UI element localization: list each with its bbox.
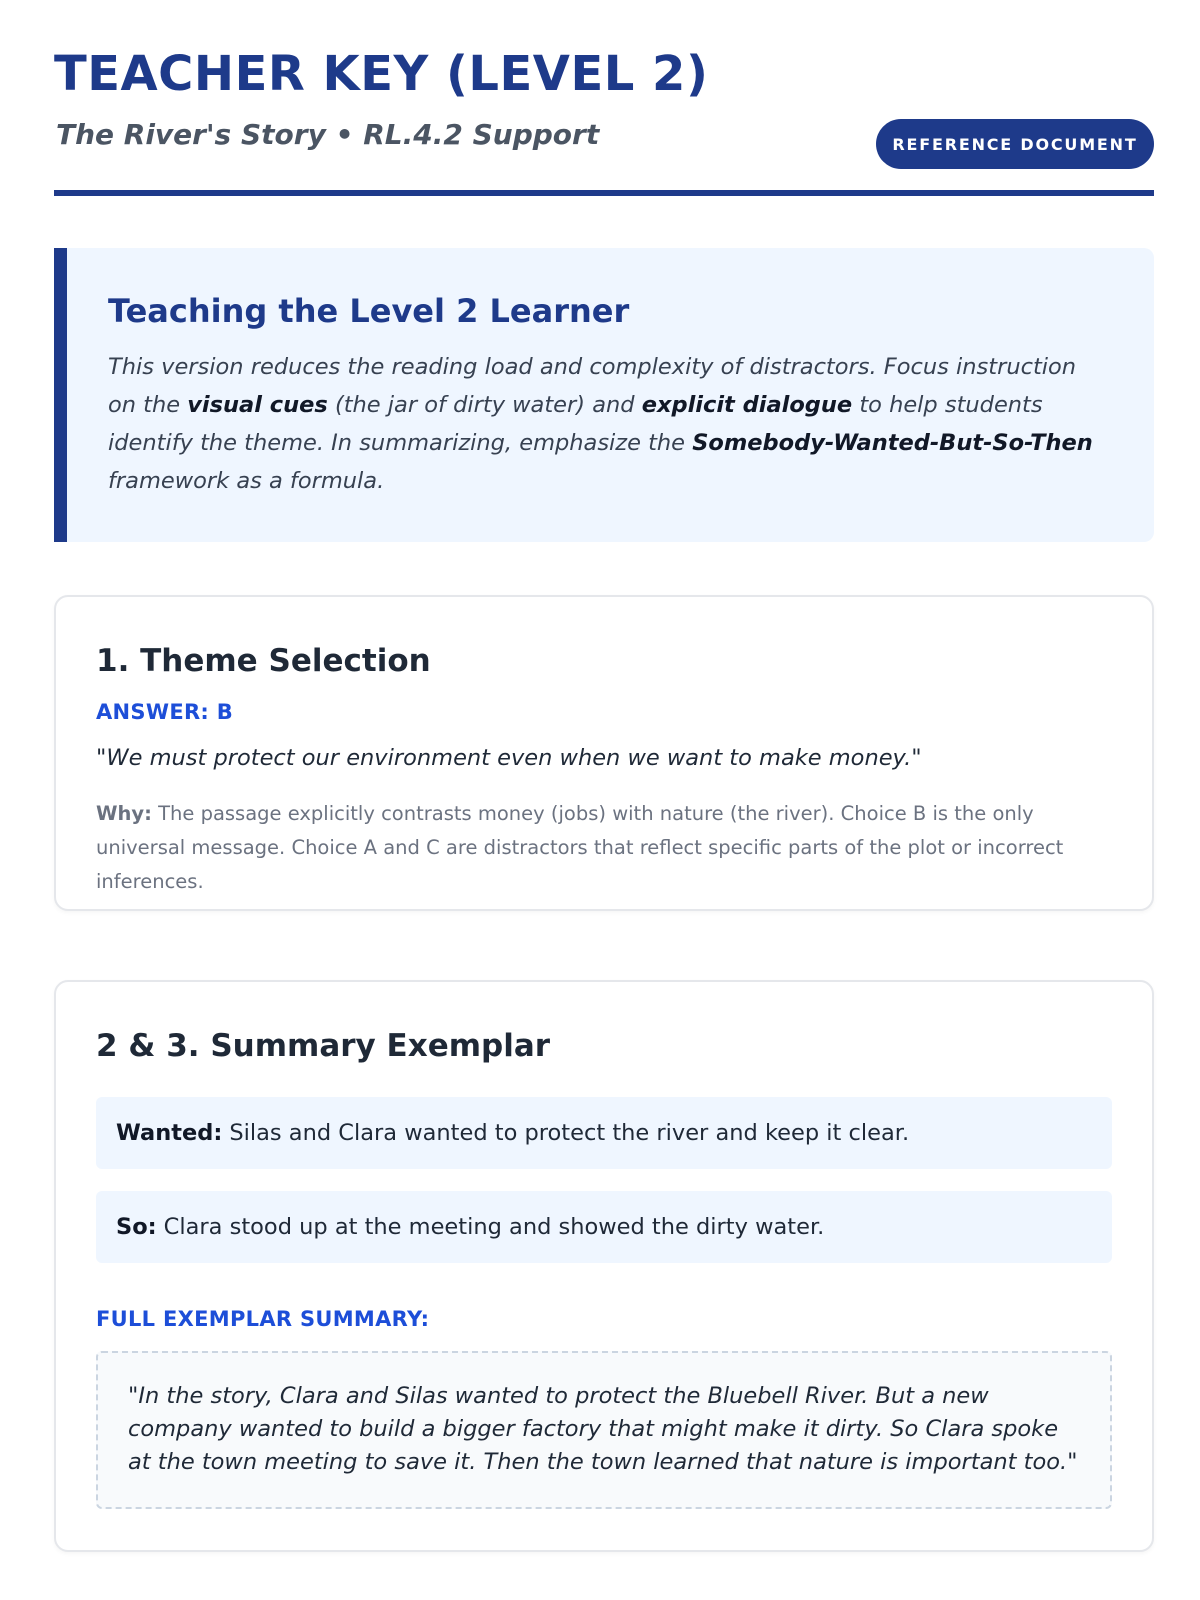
swbst-rows: [96, 1097, 1112, 1263]
callout-text: to help students identify the theme. In summarizing, emphasize the: [108, 392, 1043, 457]
teaching-callout: [54, 248, 1154, 542]
document-header: [54, 0, 1154, 196]
swbst-label: So:: [116, 1214, 157, 1241]
answer-label: ANSWER: B: [96, 700, 234, 725]
why-label: Why:: [96, 802, 152, 826]
callout-heading: Teaching the Level 2 Learner: [108, 292, 630, 330]
document-title: TEACHER KEY (LEVEL 2): [54, 46, 709, 102]
callout-text: (the jar of dirty water) and: [327, 392, 642, 419]
callout-emphasis-explicit-dialogue: explicit dialogue: [641, 392, 853, 419]
why-explanation: [96, 797, 1112, 899]
callout-emphasis-framework: Somebody-Wanted-But-So-Then: [692, 430, 1093, 457]
full-exemplar-label: FULL EXEMPLAR SUMMARY:: [96, 1307, 430, 1332]
answer-quote: "We must protect our environment even when we want to make money.": [96, 745, 922, 772]
summary-exemplar-card: [54, 980, 1154, 1552]
swbst-label: Wanted:: [116, 1120, 223, 1147]
document-subtitle: The River's Story • RL.4.2 Support: [56, 118, 600, 151]
swbst-row-so: [96, 1191, 1112, 1263]
summary-exemplar-heading: 2 & 3. Summary Exemplar: [96, 1028, 551, 1064]
theme-selection-heading: 1. Theme Selection: [96, 643, 431, 679]
callout-text: This version reduces the reading load and complexity of distractors. Focus instruction on the: [108, 354, 1077, 419]
callout-body: [108, 348, 1104, 500]
callout-emphasis-visual-cues: visual cues: [187, 392, 328, 419]
swbst-text: Silas and Clara wanted to protect the river and keep it clear.: [229, 1120, 910, 1147]
swbst-text: Clara stood up at the meeting and showed the dirty water.: [163, 1214, 825, 1241]
swbst-row-wanted: [96, 1097, 1112, 1169]
why-text: The passage explicitly contrasts money (jobs) with nature (the river). Choice B is the only universal message. Choice A and C are distractors that reflect specific parts of the plot or incorrect inferences.: [96, 802, 1064, 894]
full-exemplar-summary: "In the story, Clara and Silas wanted to protect the Bluebell River. But a new company wanted to build a bigger factory that might make it dirty. So Clara spoke at the town meeting to save it. Then the town learned that nature is important too.": [96, 1351, 1112, 1509]
callout-text: framework as a formula.: [108, 468, 385, 495]
teacher-key-page: [54, 0, 1154, 1476]
reference-document-badge: REFERENCE DOCUMENT: [876, 119, 1154, 169]
theme-selection-card: [54, 595, 1154, 911]
